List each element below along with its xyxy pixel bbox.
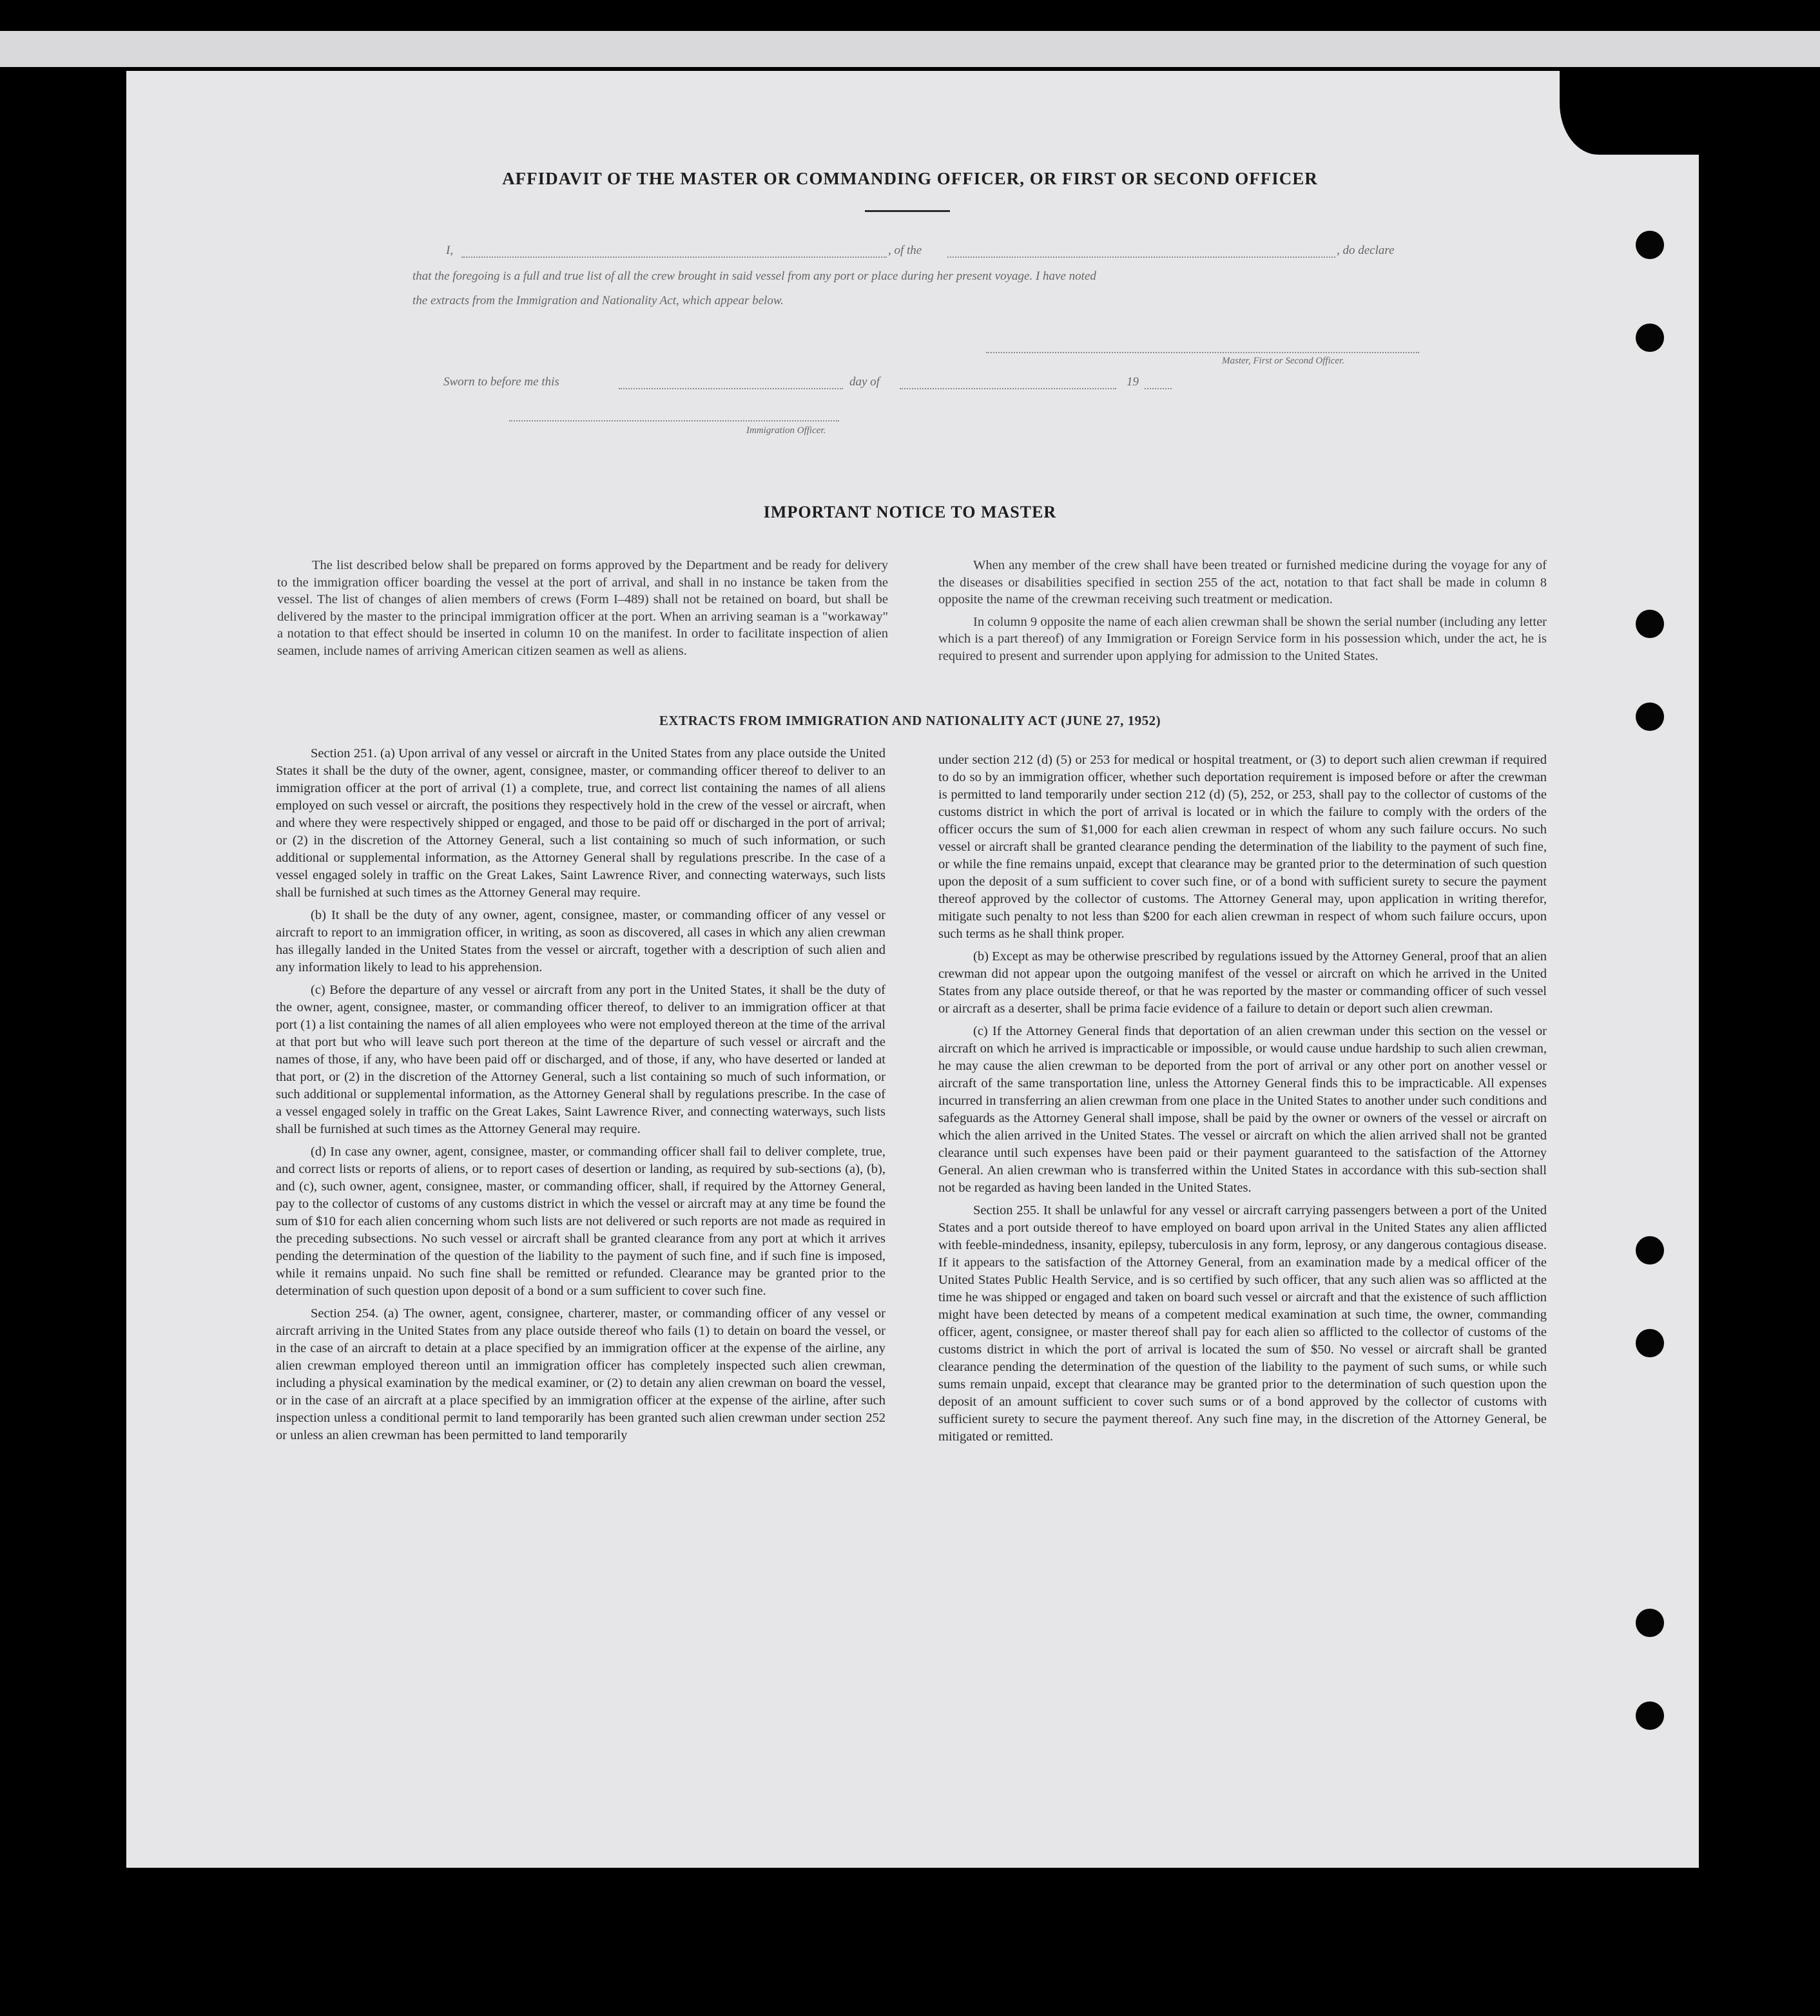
master-signature-line[interactable] bbox=[986, 352, 1419, 353]
punch-hole bbox=[1636, 1609, 1664, 1637]
notice-right-column bbox=[938, 557, 1547, 670]
section-254-b: (b) Except as may be otherwise prescribed by regulations issued by the Attorney General, proof that an alien crewman did not appear upon the outgoing manifest of the vessel or aircraft on which he arrived in the United States from any place outside thereof, or that he was reported by the master or commanding officer of such vessel or aircraft as a deserter, shall be prima facie evidence of a failure to detain or deport such alien crewman. bbox=[938, 949, 1547, 1016]
section-254-c: (c) If the Attorney General finds that deportation of an alien crewman under this section on the vessel or aircraft on which he arrived is impracticable or impossible, or would cause undue hardship to such alien crewman, he may cause the alien crewman to be deported from the port of arrival or any other port on another vessel or aircraft of the same transportation line, unless the Attorney General finds this to be impracticable. All expenses incurred in transferring an alien crewman from one place in the United States to another under such conditions and safeguards as the Attorney General shall impose, shall be paid by the owner or owners of the vessel or aircraft on which the alien arrived in the United States. The vessel or aircraft on which the alien arrived shall not be granted clearance until such expenses have been paid or their payment guaranteed to the satisfaction of the Attorney General. An alien crewman who is transferred within the United States in accordance with this sub-section shall not be regarded as having been landed in the United States. bbox=[938, 1024, 1547, 1195]
notice-title: IMPORTANT NOTICE TO MASTER bbox=[763, 503, 1057, 521]
year-label: 19 bbox=[1127, 375, 1139, 389]
sworn-day-blank[interactable] bbox=[619, 388, 843, 389]
extracts-title: EXTRACTS FROM IMMIGRATION AND NATIONALITY ACT (JUNE 27, 1952) bbox=[659, 713, 1161, 728]
affidavit-title: AFFIDAVIT OF THE MASTER OR COMMANDING OFFICER, OR FIRST OR SECOND OFFICER bbox=[502, 169, 1318, 188]
section-251-a: Section 251. (a) Upon arrival of any vessel or aircraft in the United States from any place outside the United States it shall be the duty of the owner, agent, consignee, master, or commanding officer thereof to deliver to an immigration officer at the port of arrival (1) a complete, true, and correct list containing the names of all aliens employed on such vessel or aircraft, the positions they respectively hold in the crew of the vessel or aircraft, when and where they were respectively shipped or engaged, and those to be paid off or discharged in the port of arrival; or (2) in the discretion of the Attorney General, such a list containing so much of such information, or such additional or supplemental information, as the Attorney General shall by regulations prescribe. In the case of a vessel engaged solely in traffic on the Great Lakes, Saint Lawrence River, and connecting waterways, such lists shall be furnished at such times as the Attorney General may require. bbox=[276, 746, 886, 900]
affidavit-declare-label: , do declare bbox=[1337, 244, 1395, 257]
notice-left-column bbox=[277, 557, 888, 664]
title-rule bbox=[865, 210, 950, 212]
scanner-top-strip bbox=[0, 31, 1820, 67]
section-251-b: (b) It shall be the duty of any owner, agent, consignee, master, or commanding officer of any vessel or aircraft to report to an immigration officer, in writing, as soon as discovered, all cases in which any alien crewman has illegally landed in the United States from the vessel or aircraft, together with a description of such alien and any information likely to lead to his apprehension. bbox=[276, 908, 886, 974]
notice-left-paragraph: The list described below shall be prepared on forms approved by the Department and be ready for delivery to the immigration officer boarding the vessel at the port of arrival, and shall in no instance be taken from the vessel. The list of changes of alien members of crews (Form I–489) shall not be retained on board, but shall be delivered by the master to the principal immigration officer at the port. When an arriving seaman is a "workaway" a notation to that effect should be inserted in column 10 on the manifest. In order to facilitate inspection of alien seamen, include names of arriving American citizen seamen as well as aliens. bbox=[277, 558, 888, 658]
affidavit-statement-line1: that the foregoing is a full and true list of all the crew brought in said vessel from any port or place during her present voyage. I have noted bbox=[412, 269, 1096, 283]
name-blank[interactable] bbox=[461, 257, 887, 258]
affidavit-of-the-label: , of the bbox=[888, 244, 922, 257]
punch-hole bbox=[1636, 1236, 1664, 1265]
torn-corner bbox=[1560, 71, 1701, 155]
day-of-label: day of bbox=[849, 375, 880, 389]
extracts-right-column bbox=[938, 751, 1547, 1451]
affidavit-i-label: I, bbox=[446, 244, 454, 257]
section-251-c: (c) Before the departure of any vessel or aircraft from any port in the United States, it shall be the duty of the owner, agent, consignee, master, or commanding officer thereof, to deliver to an immigration officer at that port (1) a list containing the names of all alien employees who were not employed thereon at the time of the arrival at that port but who will leave such port thereon at the time of the departure of such vessel or aircraft and the names of those, if any, who have been paid off or discharged, and of those, if any, who have deserted or landed at that port, or (2) in the discretion of the Attorney General, such a list containing so much of such information, or such additional or supplemental information, as the Attorney General shall by regulations prescribe. In the case of a vessel engaged solely in traffic on the Great Lakes, Saint Lawrence River, and connecting waterways, such lists shall be furnished at such times as the Attorney General may require. bbox=[276, 983, 886, 1136]
sworn-label: Sworn to before me this bbox=[443, 375, 559, 389]
punch-hole bbox=[1636, 1329, 1664, 1357]
sworn-month-blank[interactable] bbox=[900, 388, 1116, 389]
officer-signature-line[interactable] bbox=[509, 420, 839, 422]
section-254-a: Section 254. (a) The owner, agent, consignee, charterer, master, or commanding officer of any vessel or aircraft arriving in the United States from any place outside thereof who fails (1) to detain on board the vessel, or in the case of an aircraft to detain at a place specified by an immigration officer at the expense of the airline, any alien crewman employed thereon until an immigration officer has completely inspected such alien crewman, including a physical examination by the medical examiner, or (2) to detain any alien crewman on board the vessel, or in the case of an aircraft at a place specified by an immigration officer at the expense of the airline, after such inspection unless a conditional permit to land temporarily has been granted such alien crewman under section 252 or unless an alien crewman has been permitted to land temporarily bbox=[276, 1306, 886, 1442]
extracts-left-column bbox=[276, 745, 886, 1449]
affidavit-statement-line2: the extracts from the Immigration and Nationality Act, which appear below. bbox=[412, 294, 784, 307]
vessel-blank[interactable] bbox=[947, 257, 1335, 258]
section-251-d: (d) In case any owner, agent, consignee, master, or commanding officer shall fail to deliver complete, true, and correct lists or reports of aliens, or to report cases of desertion or landing, as required by sub-sections (a), (b), and (c), such owner, agent, consignee, master, or commanding officer, shall, if required by the Attorney General, pay to the collector of customs of any customs district in which the vessel or aircraft may at any time be found the sum of $10 for each alien concerning whom such lists are not delivered or such reports are not made as required in the preceding subsections. No such vessel or aircraft shall be granted clearance from any port at which it arrives pending the determination of the question of the liability to the payment of such fine, and if such fine is imposed, while it remains unpaid. No such fine shall be remitted or refunded. Clearance may be granted prior to the determination of such question upon deposit of a bond or a sum sufficient to cover such fine. bbox=[276, 1145, 886, 1298]
notice-right-paragraph-1: When any member of the crew shall have been treated or furnished medicine during the voyage for any of the diseases or disabilities specified in section 255 of the act, notation to that fact shall be made in column 8 opposite the name of the crewman receiving such treatment or medication. bbox=[938, 558, 1547, 606]
punch-hole bbox=[1636, 1701, 1664, 1730]
master-signature-label: Master, First or Second Officer. bbox=[1222, 356, 1344, 366]
sworn-year-blank[interactable] bbox=[1145, 388, 1172, 389]
notice-right-paragraph-2: In column 9 opposite the name of each alien crewman shall be shown the serial number (including any letter which is a part thereof) of any Immigration or Foreign Service form in his possession which, under the act, he is required to present and surrender upon applying for admission to the United States. bbox=[938, 614, 1547, 663]
punch-hole bbox=[1636, 610, 1664, 638]
punch-hole bbox=[1636, 231, 1664, 259]
punch-hole bbox=[1636, 324, 1664, 352]
officer-signature-label: Immigration Officer. bbox=[746, 425, 826, 436]
section-254-a-continued: under section 212 (d) (5) or 253 for medical or hospital treatment, or (3) to deport such alien crewman if required to do so by an immigration officer, whether such deportation requirement is imposed before or after the crewman is permitted to land temporarily under section 212 (d) (5), 252, or 253, shall pay to the collector of customs of the customs district in which the port of arrival is located or in which the failure to comply with the orders of the officer occurs the sum of $1,000 for each alien crewman in respect of whom any such failure occurs. No such vessel or aircraft shall be granted clearance pending the determination of the liability to the payment of such fine, or while the fine remains unpaid, except that clearance may be granted prior to the determination of such question upon the deposit of a sum sufficient to cover such fine, or of a bond with sufficient surety to secure the payment thereof approved by the collector of customs. The Attorney General may, upon application in writing therefor, mitigate such penalty to not less than $200 for each alien crewman in respect of whom such failure occurs, upon such terms as he shall think proper. bbox=[938, 753, 1547, 941]
section-255: Section 255. It shall be unlawful for any vessel or aircraft carrying passengers between a port of the United States and a port outside thereof to have employed on board upon arrival in the United States any alien afflicted with feeble-mindedness, insanity, epilepsy, tuberculosis in any form, leprosy, or any dangerous contagious disease. If it appears to the satisfaction of the Attorney General, from an examination made by a medical officer of the United States Public Health Service, and is so certified by such officer, that any such alien was so afflicted at the time he was shipped or engaged and taken on board such vessel or aircraft and that the existence of such affliction might have been detected by means of a competent medical examination at such time, the owner, commanding officer, agent, consignee, or master thereof shall pay for each alien so afflicted to the collector of customs of the customs district in which the port of arrival is located the sum of $50. No vessel or aircraft shall be granted clearance pending the determination of the question of the liability to the payment of such sums, or while such sums remain unpaid, except that clearance may be granted prior to the determination of such question upon the deposit of an amount sufficient to cover such sums or of a bond approved by the collector of customs with sufficient surety to secure the payment thereof. Any such fine may, in the discretion of the Attorney General, be mitigated or remitted. bbox=[938, 1203, 1547, 1444]
